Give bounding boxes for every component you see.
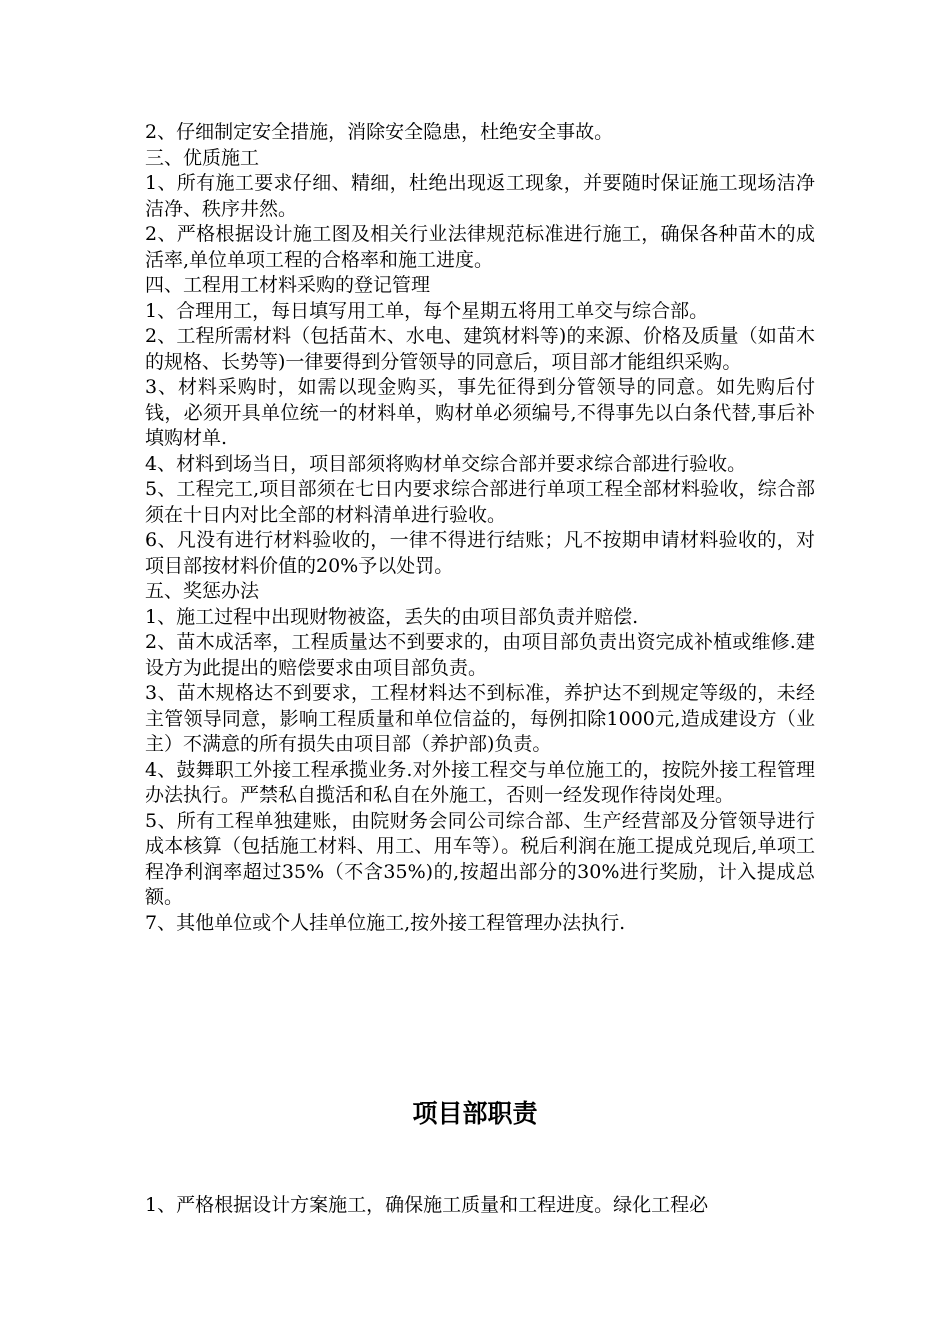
paragraph: 2、工程所需材料（包括苗木、水电、建筑材料等)的来源、价格及质量（如苗木的规格、长势等)一律要得到分管领导的同意后，项目部才能组织采购。 xyxy=(145,325,815,373)
tail-paragraph: 1、严格根据设计方案施工，确保施工质量和工程进度。绿化工程必 xyxy=(145,1194,709,1216)
paragraph: 1、所有施工要求仔细、精细，杜绝出现返工现象，并要随时保证施工现场洁净洁净、秩序井然。 xyxy=(145,172,815,220)
paragraph: 1、施工过程中出现财物被盗，丢失的由项目部负责并赔偿. xyxy=(145,605,639,628)
paragraph: 3、材料采购时，如需以现金购买，事先征得到分管领导的同意。如先购后付钱，必须开具单位统一的材料单，购材单必须编号,不得事先以白条代替,事后补填购材单. xyxy=(145,376,815,449)
document-body xyxy=(145,120,815,936)
paragraph: 5、工程完工,项目部须在七日内要求综合部进行单项工程全部材料验收，综合部须在十日内对比全部的材料清单进行验收。 xyxy=(145,478,815,526)
paragraph: 五、奖惩办法 xyxy=(145,580,260,602)
section-title: 项目部职责 xyxy=(412,1099,538,1128)
paragraph: 2、严格根据设计施工图及相关行业法律规范标准进行施工，确保各种苗木的成活率,单位单项工程的合格率和施工进度。 xyxy=(145,223,815,271)
paragraph: 4、材料到场当日，项目部须将购材单交综合部并要求综合部进行验收。 xyxy=(145,452,747,475)
paragraph: 4、鼓舞职工外接工程承揽业务.对外接工程交与单位施工的，按院外接工程管理办法执行。严禁私自揽活和私自在外施工，否则一经发现作待岗处理。 xyxy=(145,758,815,806)
paragraph: 3、苗木规格达不到要求，工程材料达不到标准，养护达不到规定等级的，未经主管领导同意，影响工程质量和单位信益的，每例扣除1000元,造成建设方（业主）不满意的所有损失由项目部（养护部)负责。 xyxy=(145,682,815,755)
paragraph: 三、优质施工 xyxy=(145,146,260,169)
paragraph: 2、仔细制定安全措施，消除安全隐患，杜绝安全事故。 xyxy=(145,121,614,143)
paragraph: 5、所有工程单独建账，由院财务会同公司综合部、生产经营部及分管领导进行成本核算（包括施工材料、用工、用车等）。税后利润在施工提成兑现后,单项工程净利润率超过35%（不含35%)的,按超出部分的30%进行奖励，计入提成总额。 xyxy=(145,809,815,908)
paragraph: 1、合理用工，每日填写用工单，每个星期五将用工单交与综合部。 xyxy=(145,299,709,322)
paragraph: 2、苗木成活率，工程质量达不到要求的，由项目部负责出资完成补植或维修.建设方为此提出的赔偿要求由项目部负责。 xyxy=(145,631,815,679)
paragraph: 7、其他单位或个人挂单位施工,按外接工程管理办法执行. xyxy=(145,911,626,934)
paragraph: 四、工程用工材料采购的登记管理 xyxy=(145,274,431,296)
paragraph: 6、凡没有进行材料验收的，一律不得进行结账；凡不按期申请材料验收的，对项目部按材料价值的20%予以处罚。 xyxy=(145,529,815,577)
